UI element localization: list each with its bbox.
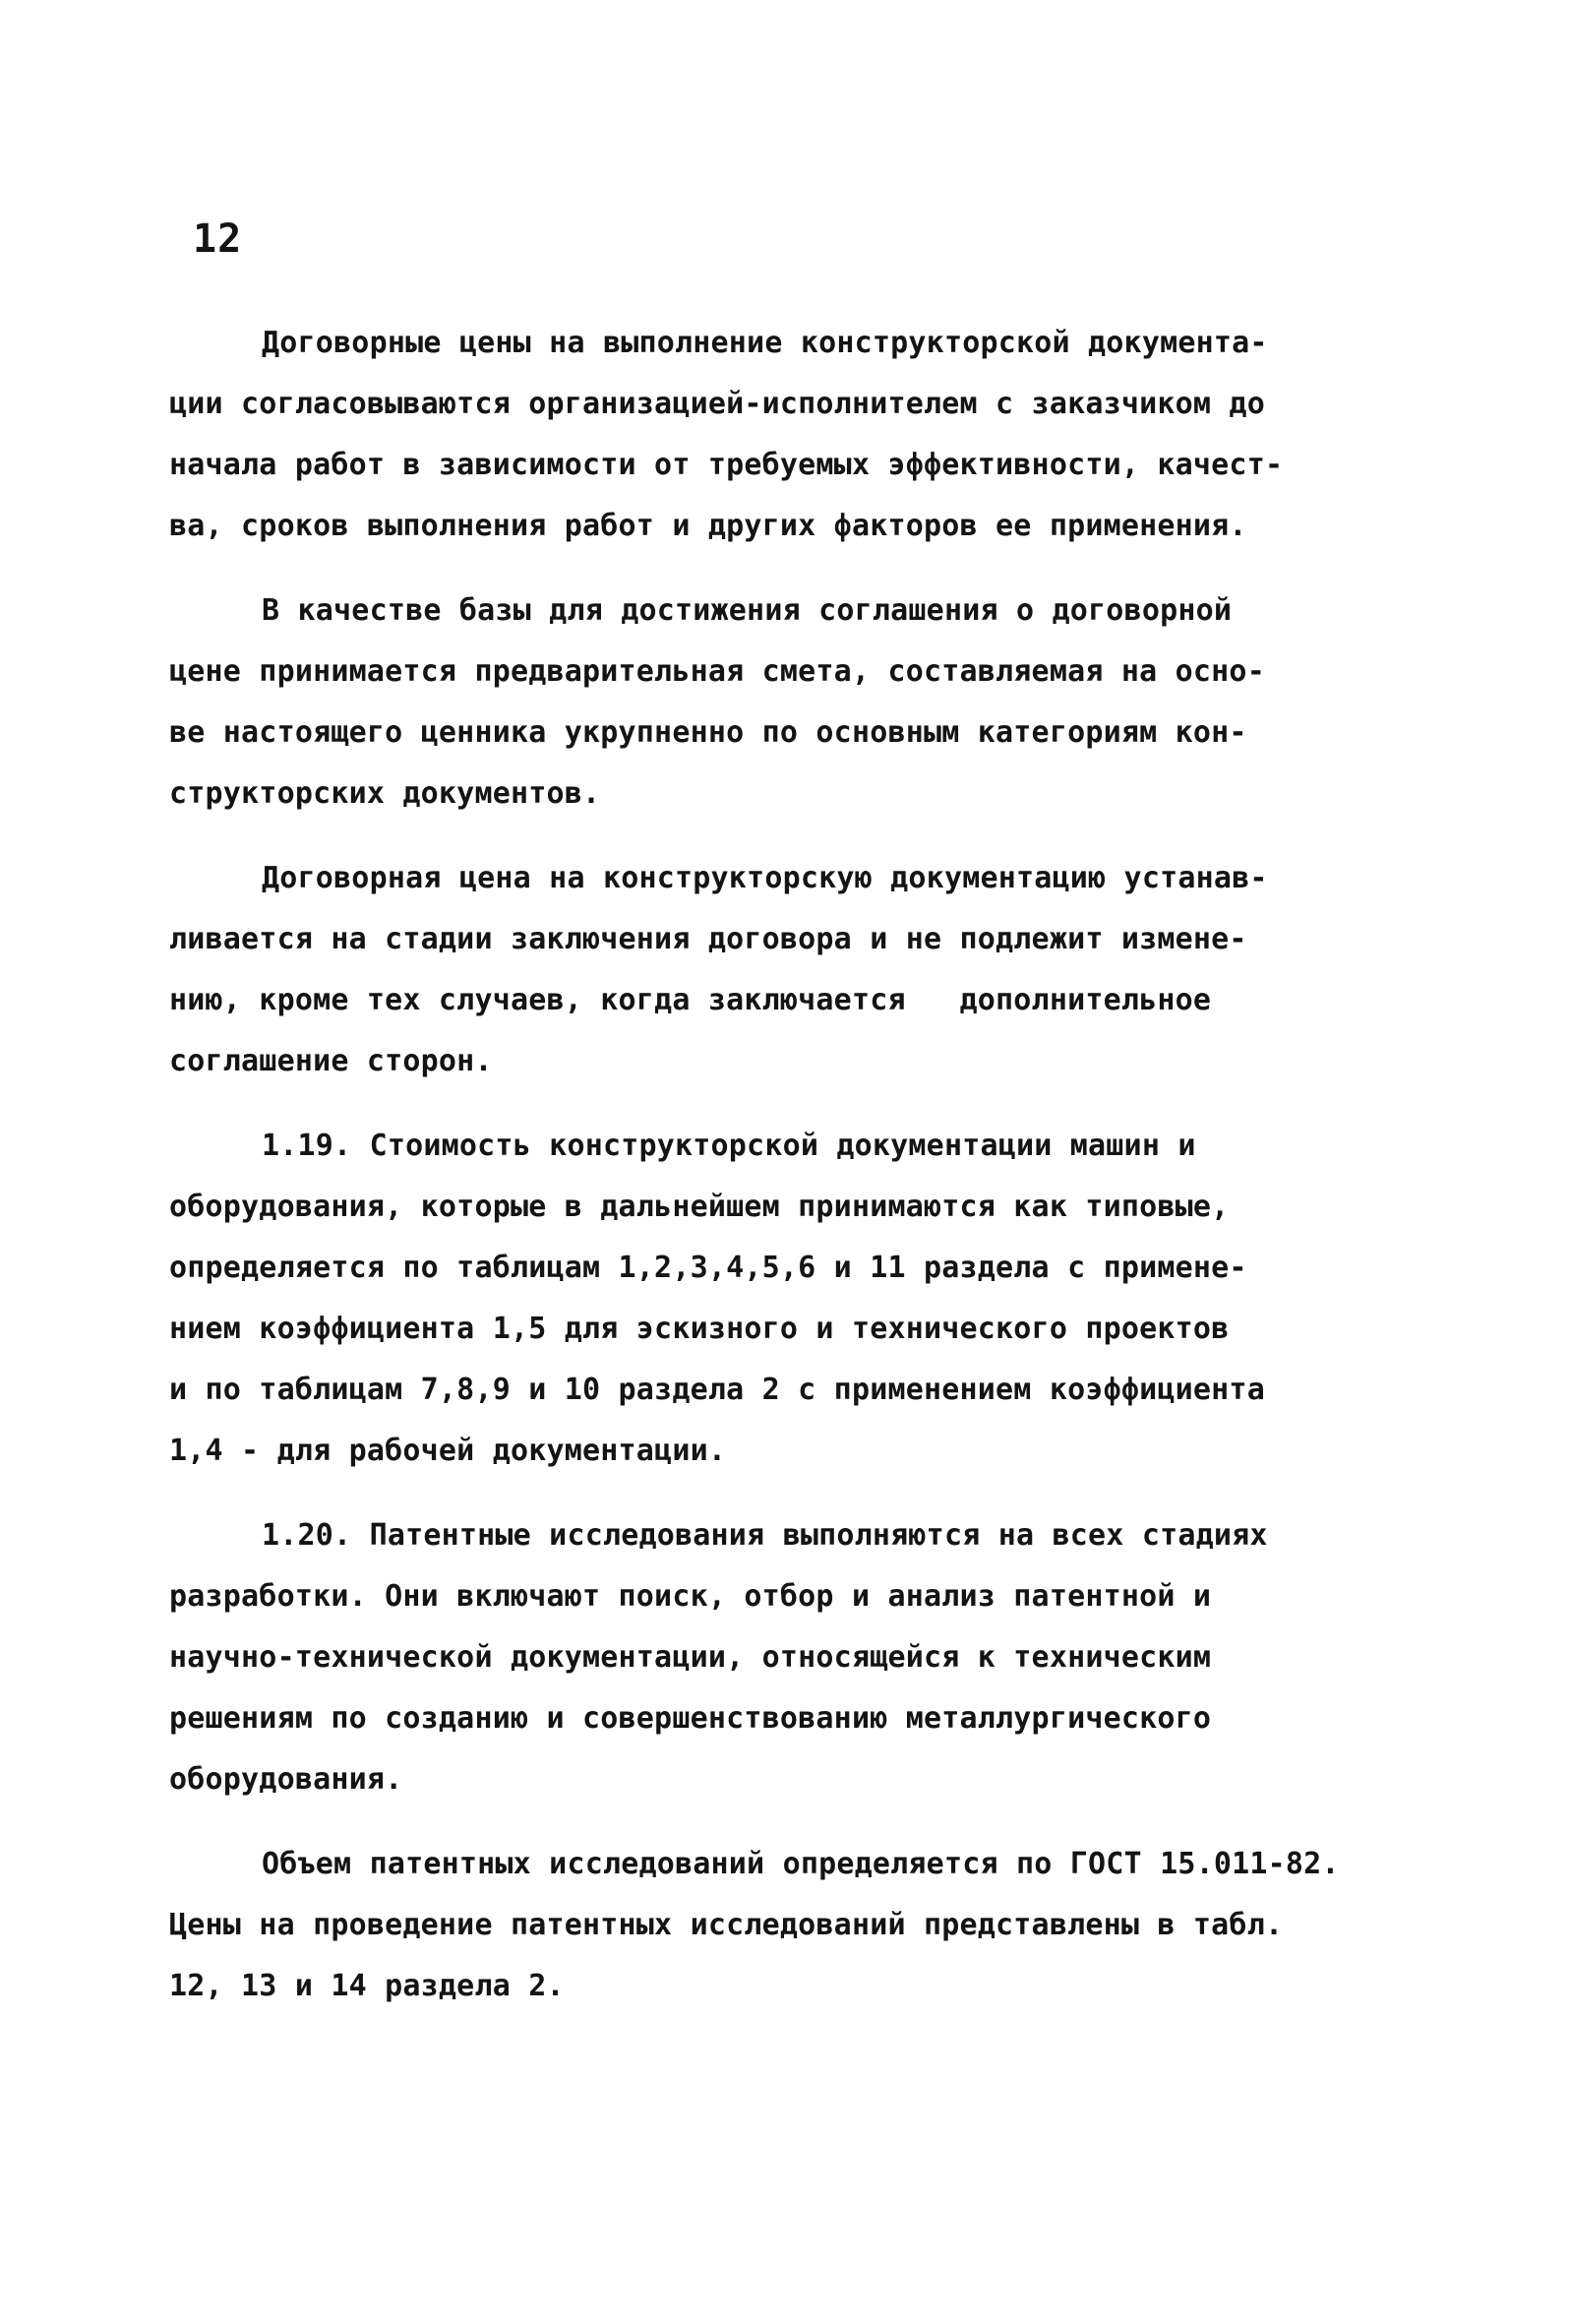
text-line: определяется по таблицам 1,2,3,4,5,6 и 11 раздела с примене- xyxy=(169,1251,1247,1285)
text-line: Объем патентных исследований определяется по ГОСТ 15.011-82. xyxy=(262,1847,1340,1881)
text-line: 1.20. Патентные исследования выполняются на всех стадиях xyxy=(262,1518,1268,1553)
page-number: 12 xyxy=(193,216,243,262)
text-line: научно-технической документации, относящейся к техническим xyxy=(169,1640,1212,1675)
paragraph-section-1-20 xyxy=(169,1505,1389,1810)
text-line: начала работ в зависимости от требуемых эффективности, качест- xyxy=(169,448,1284,482)
text-line: и по таблицам 7,8,9 и 10 раздела 2 с применением коэффициента xyxy=(169,1373,1265,1407)
text-line: В качестве базы для достижения соглашения о договорной xyxy=(262,593,1233,628)
text-line: структорских документов. xyxy=(169,776,601,811)
text-line: ливается на стадии заключения договора и не подлежит измене- xyxy=(169,922,1247,956)
text-line: нием коэффициента 1,5 для эскизного и технического проектов xyxy=(169,1312,1230,1346)
text-line: ции согласовываются организацией-исполнителем с заказчиком до xyxy=(169,387,1265,421)
text-line: 1,4 - для рабочей документации. xyxy=(169,1434,727,1468)
text-line: решениям по созданию и совершенствованию металлургического xyxy=(169,1701,1212,1736)
text-line: оборудования. xyxy=(169,1762,403,1797)
document-body xyxy=(169,313,1389,2017)
paragraph-patent-volume xyxy=(169,1834,1389,2017)
text-line: оборудования, которые в дальнейшем принимаются как типовые, xyxy=(169,1190,1230,1224)
paragraph-preliminary-estimate xyxy=(169,581,1389,825)
text-line: 1.19. Стоимость конструкторской документации машин и xyxy=(262,1129,1196,1163)
paragraph-contract-prices xyxy=(169,313,1389,557)
text-line: разработки. Они включают поиск, отбор и анализ патентной и xyxy=(169,1579,1212,1614)
text-line: ва, сроков выполнения работ и других факторов ее применения. xyxy=(169,509,1247,543)
text-line: цене принимается предварительная смета, составляемая на осно- xyxy=(169,654,1265,689)
text-line: Договорные цены на выполнение конструкторской документа- xyxy=(262,326,1268,360)
text-line: ве настоящего ценника укрупненно по основным категориям кон- xyxy=(169,715,1247,750)
paragraph-section-1-19 xyxy=(169,1116,1389,1482)
paragraph-contract-price-fixed xyxy=(169,848,1389,1092)
text-line: 12, 13 и 14 раздела 2. xyxy=(169,1969,565,2003)
text-line: Цены на проведение патентных исследований представлены в табл. xyxy=(169,1908,1284,1942)
text-line: нию, кроме тех случаев, когда заключается дополнительное xyxy=(169,983,1212,1017)
text-line: соглашение сторон. xyxy=(169,1044,493,1078)
text-line: Договорная цена на конструкторскую документацию устанав- xyxy=(262,861,1268,895)
